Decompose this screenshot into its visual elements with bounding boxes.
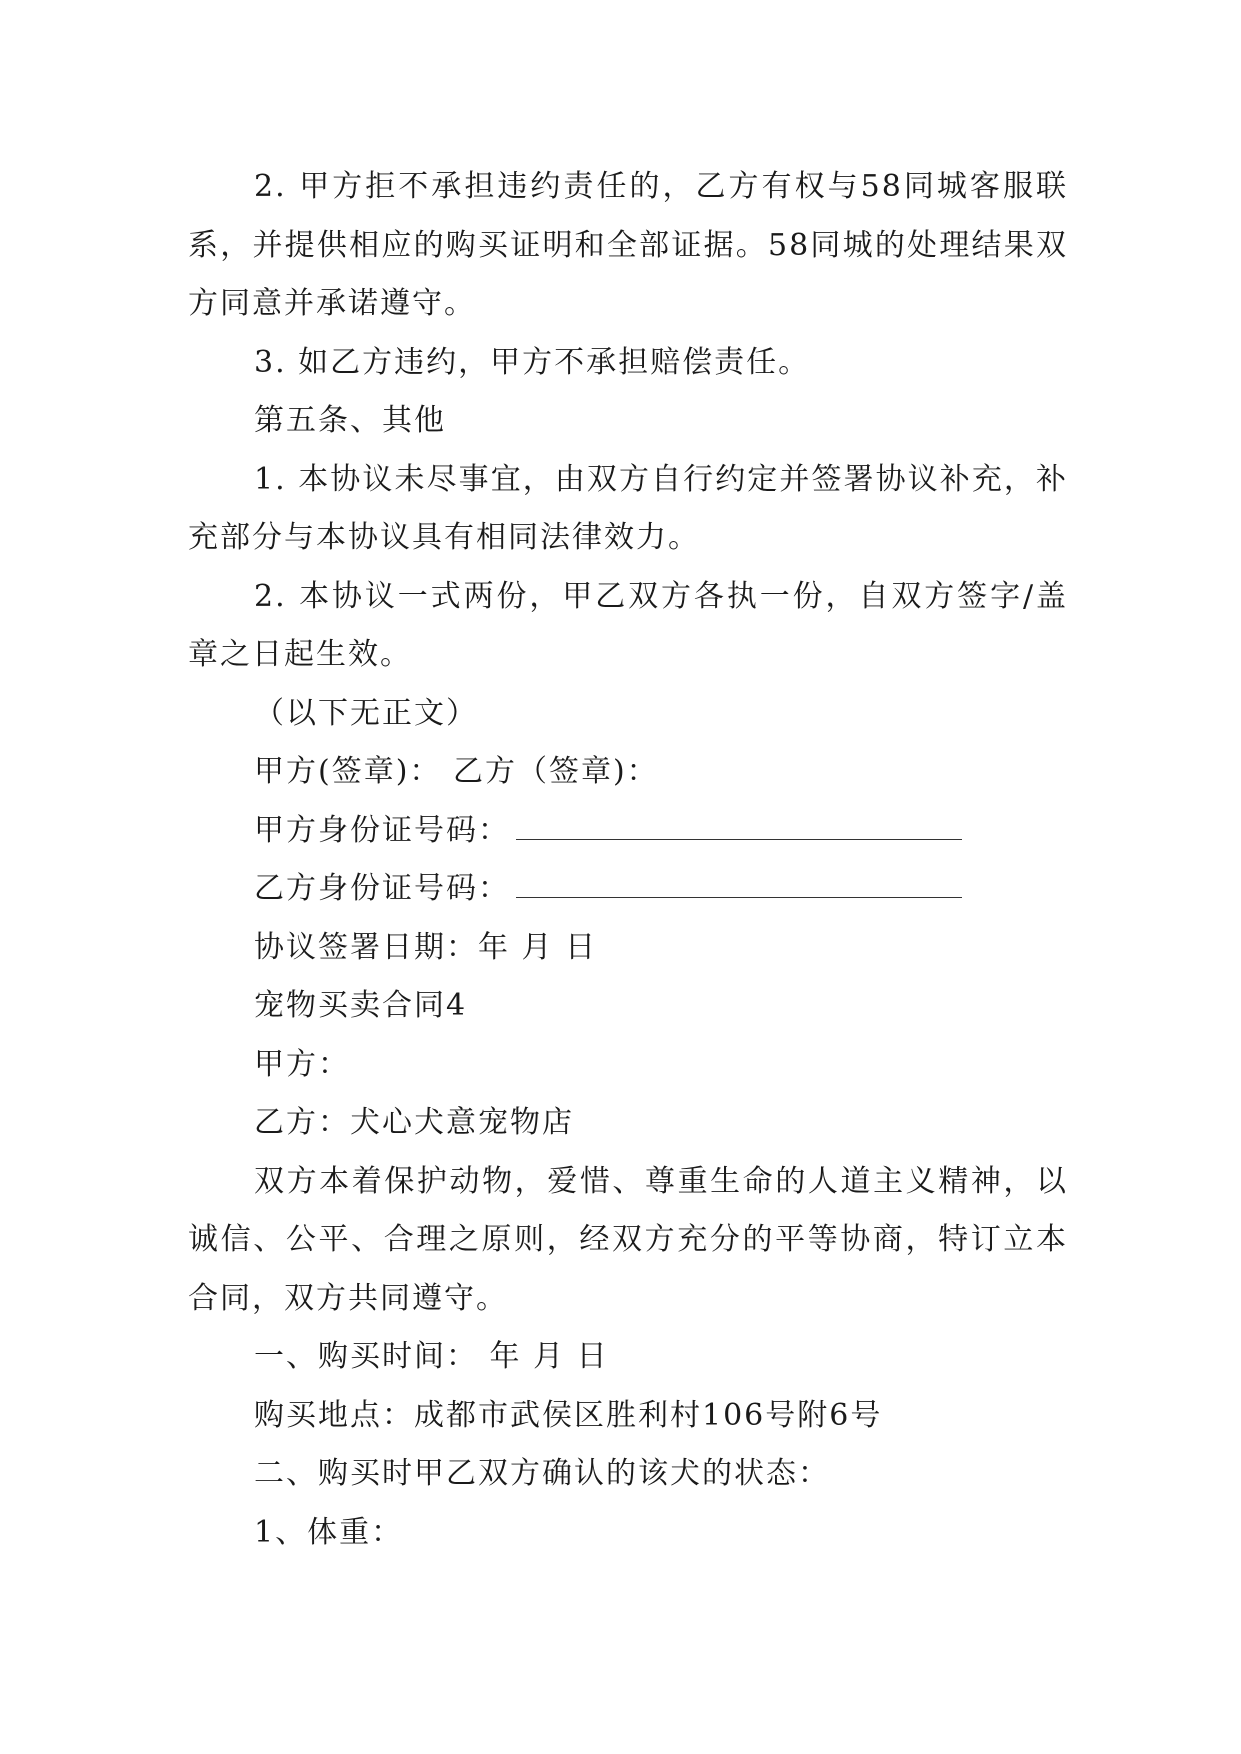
party-a-id-blank [516,811,962,840]
paragraph-preamble: 双方本着保护动物，爱惜、尊重生命的人道主义精神，以诚信、公平、合理之原则，经双方充分的平等协商，特订立本合同，双方共同遵守。 [188,1163,1068,1316]
paragraph-breach-58: 2. 甲方拒不承担违约责任的，乙方有权与58同城客服联系，并提供相应的购买证明和全部证据。58同城的处理结果双方同意并承诺遵守。 [188,169,1068,321]
contract-title: 宠物买卖合同4 [254,988,468,1023]
purchase-time-line: 一、购买时间： 年 月 日 [254,1339,609,1374]
party-a-id-label: 甲方身份证号码： [254,812,510,848]
document-body [188,158,1068,1562]
signing-date-line: 协议签署日期：年 月 日 [254,929,598,965]
party-a-id-line [188,802,1068,861]
party-b-id-blank [516,869,962,898]
paragraph-no-text-below: （以下无正文） [254,695,478,731]
party-b-id-line [188,860,1068,919]
section-heading-other: 第五条、其他 [254,403,446,438]
dog-status-heading: 二、购买时甲乙双方确认的该犬的状态： [254,1456,830,1491]
party-a-line: 甲方： [254,1046,350,1082]
paragraph-copies: 2. 本协议一式两份，甲乙双方各执一份，自双方签字/盖章之日起生效。 [188,578,1068,672]
signature-line: 甲方(签章)： 乙方（签章)： [254,754,659,789]
purchase-location-line: 购买地点：成都市武侯区胜利村106号附6号 [254,1397,883,1433]
weight-line: 1、体重： [254,1514,404,1550]
party-b-id-label: 乙方身份证号码： [254,871,510,906]
paragraph-breach-b: 3. 如乙方违约，甲方不承担赔偿责任。 [254,344,811,380]
party-b-line: 乙方：犬心犬意宠物店 [254,1105,574,1140]
paragraph-supplement: 1. 本协议未尽事宜，由双方自行约定并签署协议补充，补充部分与本协议具有相同法律效力。 [188,461,1068,555]
